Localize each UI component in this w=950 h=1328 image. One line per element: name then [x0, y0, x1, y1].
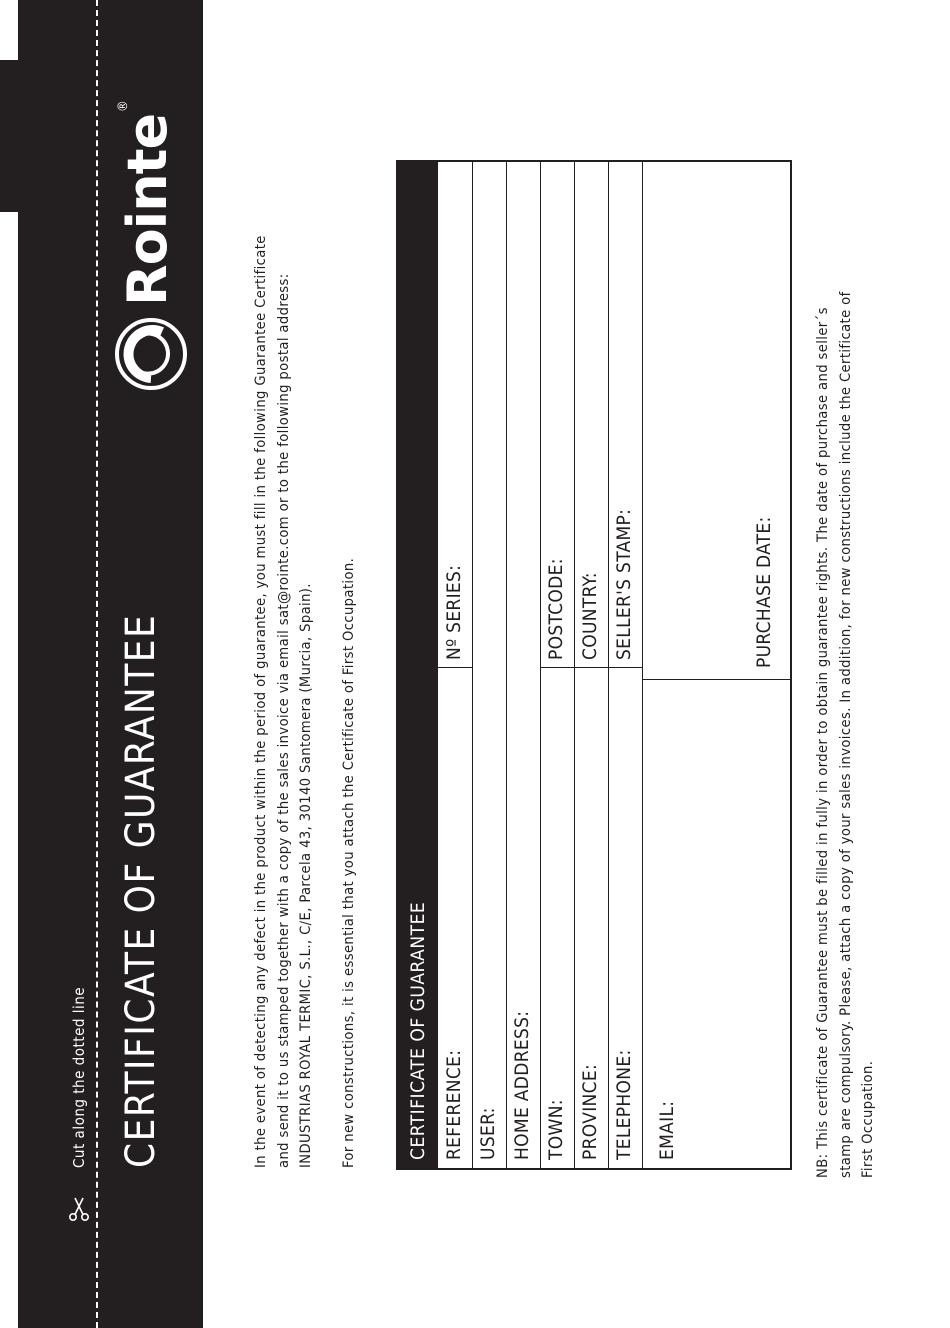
email-field[interactable]: EMAIL: — [656, 1100, 678, 1160]
intro-paragraph — [250, 235, 318, 1168]
user-field[interactable]: USER: — [477, 1107, 499, 1160]
country-field[interactable]: COUNTRY: — [579, 572, 601, 660]
footer-line: NB: This certificate of Guarantee must be filled in fully in order to obtain guarantee rights. The date of purchase and seller´s — [814, 307, 831, 1178]
series-field[interactable]: Nº SERIES: — [443, 564, 465, 660]
first-occupation-note: For new constructions, it is essential that you attach the Certificate of First Occupation. — [340, 557, 357, 1168]
page-title: CERTIFICATE OF GUARANTEE — [118, 613, 164, 1168]
purchase-date-field[interactable]: PURCHASE DATE: — [753, 516, 775, 668]
scissors-icon — [66, 1196, 92, 1222]
telephone-field[interactable]: TELEPHONE: — [613, 1049, 635, 1160]
home-address-field[interactable]: HOME ADDRESS: — [511, 1010, 533, 1160]
guarantee-form — [396, 160, 792, 1170]
intro-line: In the event of detecting any defect in the product within the period of guarantee, you must fill in the following Guarantee Certificate — [252, 235, 269, 1168]
postcode-field[interactable]: POSTCODE: — [545, 558, 567, 660]
footer-note — [812, 291, 880, 1178]
sellers-stamp-field[interactable]: SELLER'S STAMP: — [613, 508, 635, 660]
cut-instruction: Cut along the dotted line — [70, 986, 88, 1168]
registered-mark: ® — [116, 100, 131, 112]
footer-line: stamp are compulsory. Please, attach a copy of your sales invoices. In addition, for new constructions include the Certificate of — [836, 291, 854, 1178]
logo-text: Rointe — [116, 113, 179, 306]
reference-field[interactable]: REFERENCE: — [443, 1049, 465, 1160]
town-field[interactable]: TOWN: — [545, 1099, 567, 1160]
rointe-logo — [106, 92, 196, 392]
footer-line: First Occupation. — [859, 1060, 876, 1178]
form-header: CERTIFICATE OF GUARANTEE — [398, 162, 438, 1168]
intro-line: and send it to us stamped together with a copy of the sales invoice via email sat@rointe.com or to the following postal address: — [274, 273, 292, 1168]
intro-line: INDUSTRIAS ROYAL TERMIC, S.L., C/E, Parcela 43, 30140 Santomera (Murcia, Spain). — [297, 583, 314, 1168]
province-field[interactable]: PROVINCE: — [579, 1063, 601, 1160]
